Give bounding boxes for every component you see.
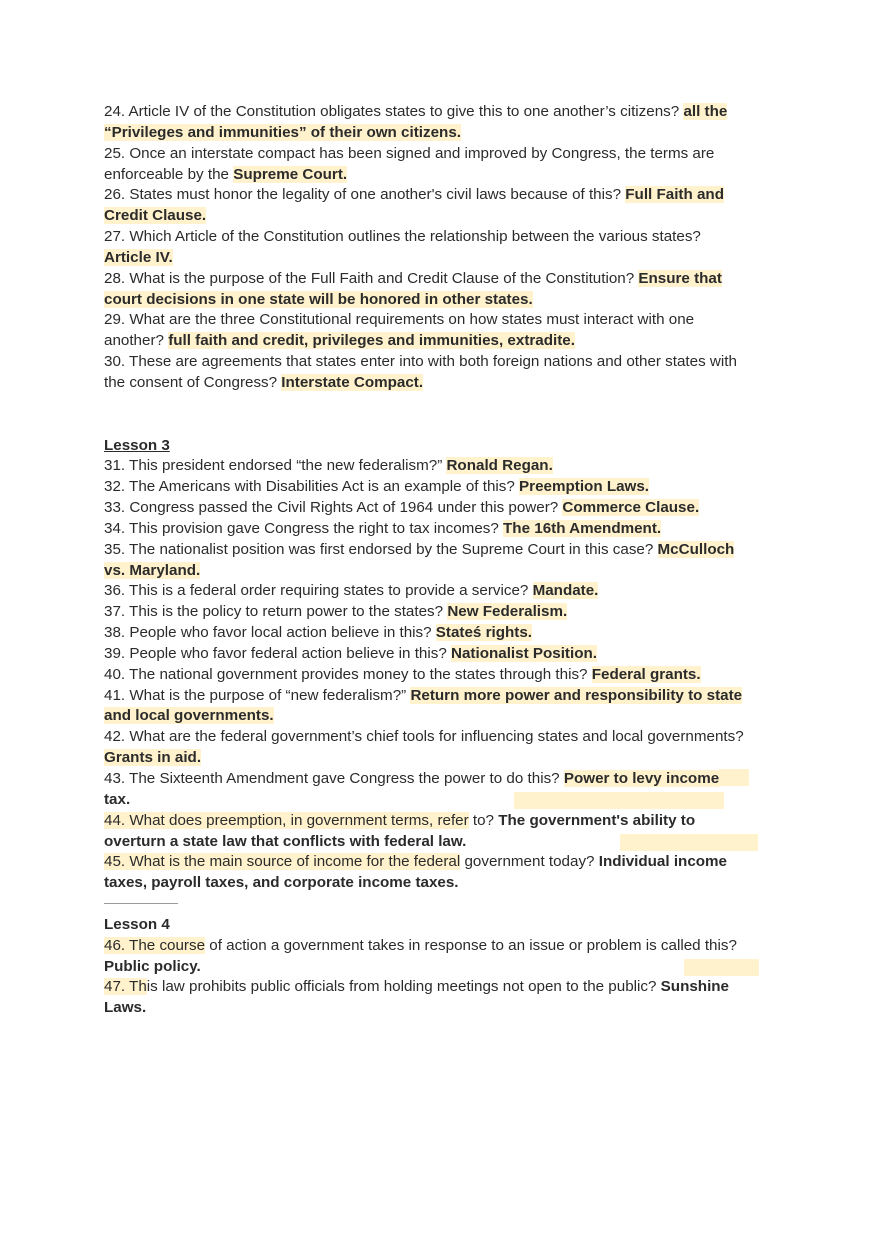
answer-text: court decisions in one state will be honored in other states.	[104, 290, 533, 308]
list-item: 43. The Sixteenth Amendment gave Congress the power to do this? Power to levy income	[104, 769, 784, 790]
spacer	[104, 394, 784, 436]
answer-text: New Federalism.	[447, 603, 568, 621]
list-item	[104, 310, 784, 331]
answer-text: The 16th Amendment.	[503, 519, 662, 537]
list-item: 32. The Americans with Disabilities Act is an example of this? Preemption Laws.	[104, 478, 650, 496]
question-text: 29. What are the three Constitutional requirements on how states must interact with one	[104, 311, 695, 329]
answer-text: Public policy.	[104, 957, 201, 975]
list-item-cont	[104, 832, 784, 853]
list-item: 34. This provision gave Congress the right to tax incomes? The 16th Amendment.	[104, 519, 662, 537]
list-item: 35. The nationalist position was first endorsed by the Supreme Court in this case? McCulloch	[104, 540, 735, 558]
question-text: enforceable by the	[104, 165, 234, 183]
answer-text: The government's ability to	[498, 811, 696, 829]
list-item-cont	[104, 748, 784, 769]
question-text: 27. Which Article of the Constitution outlines the relationship between the various states?	[104, 228, 701, 246]
list-item	[104, 269, 784, 290]
answer-text: Interstate Compact.	[281, 373, 424, 391]
answer-text: Ensure that	[638, 269, 722, 287]
list-item-cont	[104, 248, 784, 269]
list-item: 41. What is the purpose of “new federalism?” Return more power and responsibility to state	[104, 686, 743, 704]
answer-text: Return more power and responsibility to state	[410, 686, 743, 704]
list-item-cont	[104, 373, 784, 394]
list-item-cont	[104, 561, 784, 582]
question-text: the consent of Congress?	[104, 373, 282, 391]
question-text: 24. Article IV of the Constitution obligates states to give this to one another’s citizens?	[104, 103, 684, 120]
answer-text: and local governments.	[104, 707, 274, 725]
answer-text: Preemption Laws.	[519, 478, 650, 496]
highlight-fragment	[684, 959, 759, 976]
lesson-2-list	[104, 102, 784, 394]
answer-text: Full Faith and	[625, 186, 724, 204]
answer-text: tax.	[104, 790, 131, 808]
list-item	[104, 352, 784, 373]
answer-text: Stateś rights.	[435, 624, 533, 642]
list-item: 39. People who favor federal action believe in this? Nationalist Position.	[104, 644, 597, 662]
answer-text: Laws.	[104, 999, 147, 1017]
list-item-cont	[104, 998, 784, 1019]
list-item	[104, 185, 784, 206]
answer-text: vs. Maryland.	[104, 561, 201, 579]
answer-text: Grants in aid.	[104, 749, 202, 767]
answer-text: Mandate.	[532, 582, 599, 600]
question-text: 25. Once an interstate compact has been signed and improved by Congress, the terms are	[104, 144, 715, 162]
list-item-cont	[104, 290, 784, 311]
highlight-fragment	[514, 792, 724, 809]
question-text: another?	[104, 332, 169, 350]
answer-text: overturn a state law that conflicts with federal law.	[104, 832, 467, 850]
list-item	[104, 227, 784, 248]
list-item: 36. This is a federal order requiring states to provide a service? Mandate.	[104, 582, 599, 600]
list-item-cont	[104, 957, 784, 978]
answer-text: Supreme Court.	[233, 165, 348, 183]
answer-text: Credit Clause.	[104, 207, 207, 225]
list-item: 45. What is the main source of income for the federal government today? Individual income	[104, 853, 727, 871]
lesson-4-section	[104, 915, 784, 1019]
document-page	[104, 102, 784, 1019]
section-heading: Lesson 4	[104, 915, 170, 933]
highlight-fragment	[620, 834, 758, 851]
question-text: 26. States must honor the legality of one another's civil laws because of this?	[104, 186, 626, 204]
answer-text: taxes, payroll taxes, and corporate income taxes.	[104, 874, 459, 892]
horizontal-rule	[104, 903, 178, 904]
list-item: 38. People who favor local action believe in this? Stateś rights.	[104, 624, 533, 642]
answer-text: Commerce Clause.	[562, 499, 700, 517]
list-item: 42. What are the federal government’s chief tools for influencing states and local governments?	[104, 728, 744, 746]
answer-text: all the	[683, 103, 728, 120]
separator	[104, 894, 784, 915]
question-text: 28. What is the purpose of the Full Faith and Credit Clause of the Constitution?	[104, 269, 639, 287]
answer-text: Nationalist Position.	[451, 644, 597, 662]
list-item: 46. The course of action a government takes in response to an issue or problem is called this?	[104, 936, 737, 954]
list-item: 47. This law prohibits public officials from holding meetings not open to the public? Sunshine	[104, 978, 730, 996]
list-item-cont	[104, 165, 784, 186]
list-item: 40. The national government provides money to the states through this? Federal grants.	[104, 665, 701, 683]
list-item: 33. Congress passed the Civil Rights Act of 1964 under this power? Commerce Clause.	[104, 499, 700, 517]
list-item-cont	[104, 790, 784, 811]
list-item	[104, 144, 784, 165]
list-item: 44. What does preemption, in government terms, refer to? The government's ability to	[104, 811, 696, 829]
answer-text: Power to levy income	[563, 770, 720, 787]
list-item-cont	[104, 706, 784, 727]
list-item: 31. This president endorsed “the new federalism?” Ronald Regan.	[104, 457, 553, 475]
section-heading: Lesson 3	[104, 436, 170, 454]
answer-text: “Privileges and immunities” of their own citizens.	[104, 123, 461, 141]
lesson-3-section	[104, 436, 784, 895]
list-item	[104, 102, 784, 123]
highlight-fragment	[719, 769, 749, 786]
list-item-cont	[104, 873, 784, 894]
list-item-cont	[104, 331, 784, 352]
answer-text: Sunshine	[660, 978, 730, 996]
list-item: 37. This is the policy to return power to the states? New Federalism.	[104, 603, 568, 621]
answer-text: Article IV.	[104, 248, 173, 266]
list-item-cont	[104, 206, 784, 227]
answer-text: McCulloch	[657, 540, 735, 558]
answer-text: Federal grants.	[591, 665, 701, 683]
answer-text: full faith and credit, privileges and immunities, extradite.	[168, 332, 575, 350]
answer-text: Individual income	[598, 853, 727, 871]
question-text: 30. These are agreements that states enter into with both foreign nations and other states with	[104, 353, 737, 371]
answer-text: Ronald Regan.	[446, 457, 553, 475]
list-item-cont	[104, 123, 784, 144]
